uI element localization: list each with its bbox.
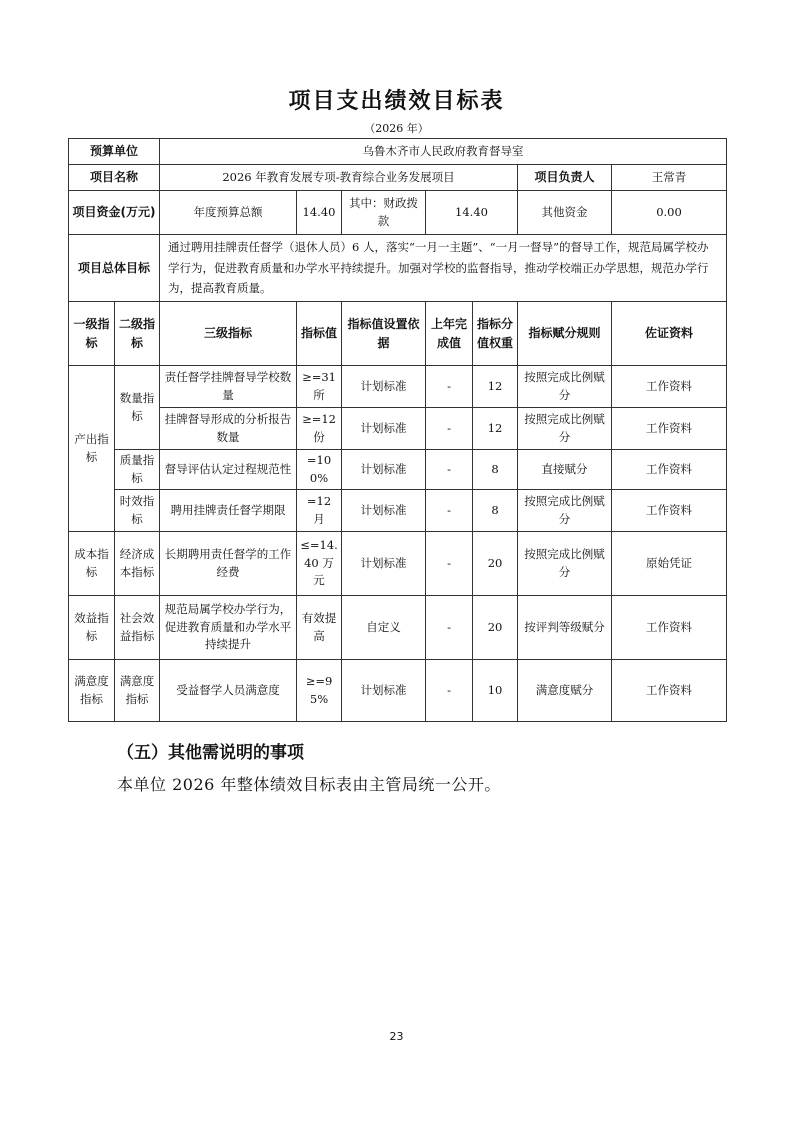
header-prev: 上年完成值 bbox=[426, 302, 473, 366]
budget-unit-label: 预算单位 bbox=[69, 139, 160, 165]
prev-cell: - bbox=[426, 490, 473, 532]
evidence-cell: 工作资料 bbox=[612, 490, 727, 532]
fiscal-alloc-label: 其中：财政拨款 bbox=[342, 191, 426, 235]
budget-unit-value: 乌鲁木齐市人民政府教育督导室 bbox=[160, 139, 727, 165]
annual-budget-label: 年度预算总额 bbox=[160, 191, 297, 235]
weight-cell: 10 bbox=[473, 660, 518, 722]
level2-cell: 经济成本指标 bbox=[115, 532, 160, 596]
value-cell: ≥=95% bbox=[297, 660, 342, 722]
rule-cell: 满意度赋分 bbox=[518, 660, 612, 722]
weight-cell: 8 bbox=[473, 490, 518, 532]
header-level2: 二级指标 bbox=[115, 302, 160, 366]
evidence-cell: 工作资料 bbox=[612, 596, 727, 660]
section-paragraph: 本单位 2026 年整体绩效目标表由主管局统一公开。 bbox=[117, 775, 501, 794]
value-cell: ≥=12份 bbox=[297, 408, 342, 450]
header-rule: 指标赋分规则 bbox=[518, 302, 612, 366]
level1-cell: 效益指标 bbox=[69, 596, 115, 660]
table-row bbox=[69, 450, 727, 490]
header-value: 指标值 bbox=[297, 302, 342, 366]
level3-cell: 责任督学挂牌督导学校数量 bbox=[160, 366, 297, 408]
table-row bbox=[69, 366, 727, 408]
weight-cell: 20 bbox=[473, 596, 518, 660]
rule-cell: 按照完成比例赋分 bbox=[518, 366, 612, 408]
weight-cell: 12 bbox=[473, 408, 518, 450]
level1-cell: 成本指标 bbox=[69, 532, 115, 596]
weight-cell: 8 bbox=[473, 450, 518, 490]
level2-cell: 数量指标 bbox=[115, 366, 160, 450]
level3-cell: 挂牌督导形成的分析报告数量 bbox=[160, 408, 297, 450]
performance-table bbox=[68, 138, 727, 722]
level2-cell: 满意度指标 bbox=[115, 660, 160, 722]
table-row bbox=[69, 596, 727, 660]
rule-cell: 按评判等级赋分 bbox=[518, 596, 612, 660]
evidence-cell: 工作资料 bbox=[612, 450, 727, 490]
evidence-cell: 工作资料 bbox=[612, 660, 727, 722]
header-evidence: 佐证资料 bbox=[612, 302, 727, 366]
table-row bbox=[69, 408, 727, 450]
prev-cell: - bbox=[426, 660, 473, 722]
evidence-cell: 原始凭证 bbox=[612, 532, 727, 596]
prev-cell: - bbox=[426, 366, 473, 408]
project-funds-label: 项目资金(万元) bbox=[69, 191, 160, 235]
overall-goal-text: 通过聘用挂牌责任督学（退休人员）6 人，落实“一月一主题”、“一月一督导”的督导工作，规范局属学校办学行为，促进教育质量和办学水平持续提升。加强对学校的监督指导，推动学校端正办学思想，规范办学行为，提高教育质量。 bbox=[160, 235, 727, 302]
level1-cell: 产出指标 bbox=[69, 366, 115, 532]
value-cell: =100% bbox=[297, 450, 342, 490]
header-level1: 一级指标 bbox=[69, 302, 115, 366]
page-title: 项目支出绩效目标表 bbox=[288, 89, 505, 114]
project-leader-label: 项目负责人 bbox=[518, 165, 612, 191]
rule-cell: 按照完成比例赋分 bbox=[518, 408, 612, 450]
basis-cell: 计划标准 bbox=[342, 532, 426, 596]
weight-cell: 20 bbox=[473, 532, 518, 596]
prev-cell: - bbox=[426, 408, 473, 450]
basis-cell: 计划标准 bbox=[342, 490, 426, 532]
level3-cell: 规范局属学校办学行为，促进教育质量和办学水平持续提升 bbox=[160, 596, 297, 660]
header-level3: 三级指标 bbox=[160, 302, 297, 366]
evidence-cell: 工作资料 bbox=[612, 408, 727, 450]
page-number: 23 bbox=[389, 1030, 404, 1043]
level3-cell: 受益督学人员满意度 bbox=[160, 660, 297, 722]
level3-cell: 长期聘用责任督学的工作经费 bbox=[160, 532, 297, 596]
prev-cell: - bbox=[426, 450, 473, 490]
basis-cell: 计划标准 bbox=[342, 408, 426, 450]
value-cell: ≥=31所 bbox=[297, 366, 342, 408]
evidence-cell: 工作资料 bbox=[612, 366, 727, 408]
other-funds-value: 0.00 bbox=[612, 191, 727, 235]
project-name-label: 项目名称 bbox=[69, 165, 160, 191]
level3-cell: 聘用挂牌责任督学期限 bbox=[160, 490, 297, 532]
table-row bbox=[69, 490, 727, 532]
table-row bbox=[69, 532, 727, 596]
fiscal-alloc-value: 14.40 bbox=[426, 191, 518, 235]
rule-cell: 按照完成比例赋分 bbox=[518, 490, 612, 532]
value-cell: =12 月 bbox=[297, 490, 342, 532]
level3-cell: 督导评估认定过程规范性 bbox=[160, 450, 297, 490]
rule-cell: 按照完成比例赋分 bbox=[518, 532, 612, 596]
value-cell: 有效提高 bbox=[297, 596, 342, 660]
basis-cell: 计划标准 bbox=[342, 366, 426, 408]
weight-cell: 12 bbox=[473, 366, 518, 408]
header-basis: 指标值设置依据 bbox=[342, 302, 426, 366]
basis-cell: 计划标准 bbox=[342, 660, 426, 722]
level2-cell: 时效指标 bbox=[115, 490, 160, 532]
prev-cell: - bbox=[426, 596, 473, 660]
annual-budget-value: 14.40 bbox=[297, 191, 342, 235]
level2-cell: 社会效益指标 bbox=[115, 596, 160, 660]
project-name-value: 2026 年教育发展专项-教育综合业务发展项目 bbox=[160, 165, 518, 191]
project-leader-value: 王常青 bbox=[612, 165, 727, 191]
basis-cell: 计划标准 bbox=[342, 450, 426, 490]
table-row bbox=[69, 660, 727, 722]
prev-cell: - bbox=[426, 532, 473, 596]
header-weight: 指标分值权重 bbox=[473, 302, 518, 366]
other-funds-label: 其他资金 bbox=[518, 191, 612, 235]
value-cell: ≤=14.40 万元 bbox=[297, 532, 342, 596]
level1-cell: 满意度指标 bbox=[69, 660, 115, 722]
section-heading: （五）其他需说明的事项 bbox=[117, 743, 304, 763]
basis-cell: 自定义 bbox=[342, 596, 426, 660]
overall-goal-label: 项目总体目标 bbox=[69, 235, 160, 302]
report-year: （2026 年） bbox=[364, 122, 429, 135]
rule-cell: 直接赋分 bbox=[518, 450, 612, 490]
level2-cell: 质量指标 bbox=[115, 450, 160, 490]
